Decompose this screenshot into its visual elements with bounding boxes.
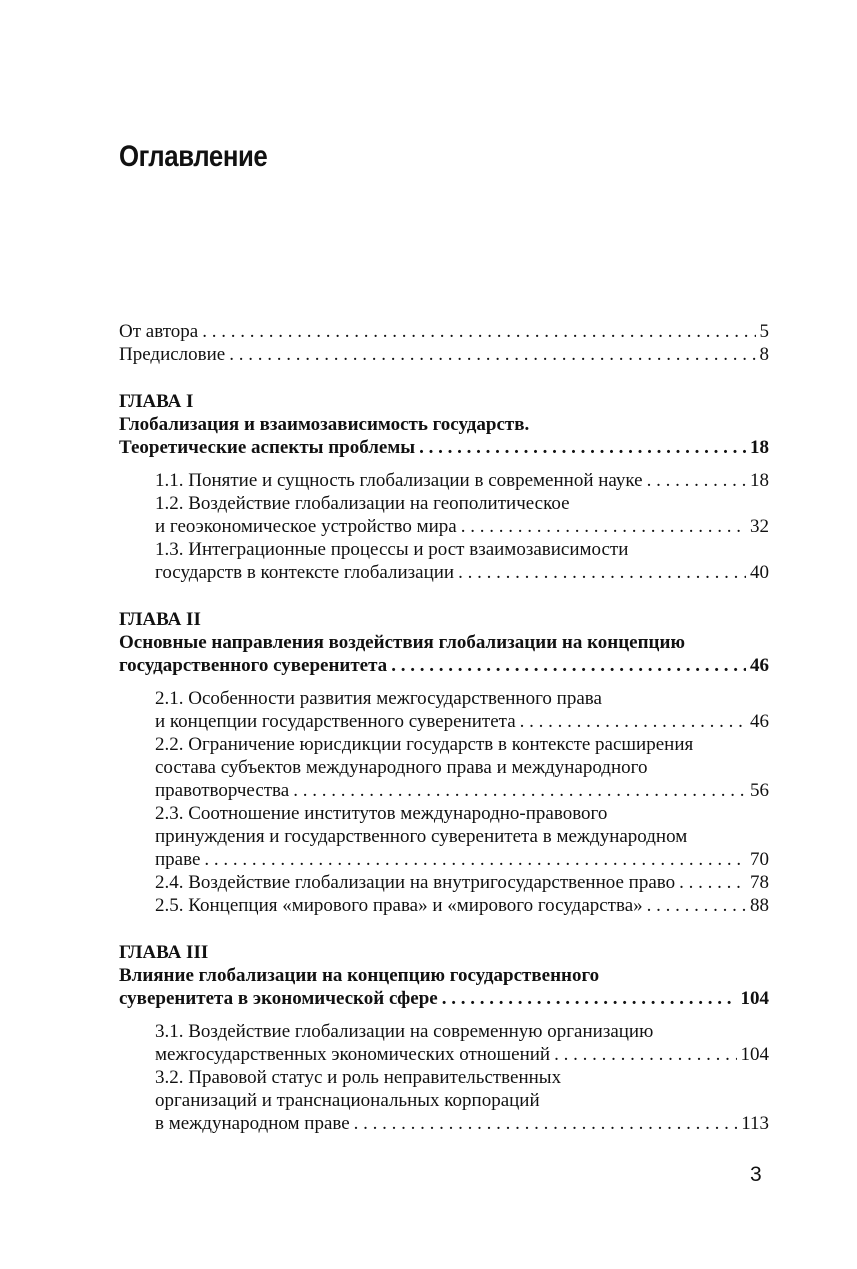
dot-leader — [679, 871, 746, 894]
section-text[interactable]: 2.1. Особенности развития межгосударственного права — [155, 688, 602, 709]
dot-leader — [202, 320, 755, 343]
section-text: и концепции государственного суверенитета — [155, 711, 516, 732]
section-entry[interactable] — [155, 871, 769, 894]
section-text: 1.1. Понятие и сущность глобализации в современной науке — [155, 470, 643, 491]
dot-leader — [461, 515, 746, 538]
chapter-title-line[interactable]: Влияние глобализации на концепцию государственного — [119, 965, 600, 986]
toc-entry-text: От автора — [119, 321, 199, 342]
section-text[interactable]: принуждения и государственного суверенитета в международном — [155, 826, 688, 847]
toc-page: 113 — [741, 1113, 769, 1134]
dot-leader — [204, 848, 746, 871]
toc-page: 32 — [750, 516, 769, 537]
toc-page: 104 — [740, 1044, 769, 1065]
section-entry[interactable] — [155, 710, 769, 733]
section-text: 2.4. Воздействие глобализации на внутригосударственное право — [155, 872, 676, 893]
dot-leader — [229, 343, 755, 366]
page-number: 3 — [750, 1163, 762, 1186]
section-entry[interactable] — [155, 779, 769, 802]
toc-page: 40 — [750, 562, 769, 583]
toc-page: 78 — [750, 872, 769, 893]
section-text: в международном праве — [155, 1113, 350, 1134]
chapter-title-line[interactable]: Основные направления воздействия глобализации на концепцию — [119, 632, 685, 653]
section-entry[interactable] — [155, 1112, 769, 1135]
chapter-label: ГЛАВА I — [119, 391, 194, 412]
section-entry[interactable] — [155, 515, 769, 538]
section-text[interactable]: 1.2. Воздействие глобализации на геополитическое — [155, 493, 570, 514]
toc-page: 56 — [750, 780, 769, 801]
dot-leader — [293, 779, 746, 802]
dot-leader — [554, 1043, 736, 1066]
toc-page: 46 — [750, 711, 769, 732]
section-text: межгосударственных экономических отношений — [155, 1044, 551, 1065]
section-entry[interactable] — [155, 469, 769, 492]
toc-page: 46 — [750, 655, 769, 676]
chapter-title-line: государственного суверенитета — [119, 655, 388, 676]
toc-page: 18 — [750, 470, 769, 491]
dot-leader — [520, 710, 746, 733]
section-entry[interactable] — [155, 848, 769, 871]
section-text[interactable]: 3.1. Воздействие глобализации на современную организацию — [155, 1021, 654, 1042]
dot-leader — [647, 469, 746, 492]
section-text: 2.5. Концепция «мирового права» и «мирового государства» — [155, 895, 643, 916]
page-title: Оглавление — [119, 140, 268, 173]
section-text[interactable]: организаций и транснациональных корпораций — [155, 1090, 540, 1111]
section-text[interactable]: 2.3. Соотношение институтов международно-правового — [155, 803, 608, 824]
chapter-label: ГЛАВА III — [119, 942, 209, 963]
toc-page: 8 — [759, 344, 769, 365]
chapter-title-line: Теоретические аспекты проблемы — [119, 437, 416, 458]
table-of-contents — [119, 320, 769, 1135]
toc-page: 18 — [750, 437, 769, 458]
section-entry[interactable] — [155, 1043, 769, 1066]
chapter-title-line: суверенитета в экономической сфере — [119, 988, 438, 1009]
chapter-title-line[interactable]: Глобализация и взаимозависимость государств. — [119, 414, 530, 435]
toc-page: 70 — [750, 849, 769, 870]
section-text: правотворчества — [155, 780, 290, 801]
section-text[interactable]: состава субъектов международного права и международного — [155, 757, 648, 778]
dot-leader — [647, 894, 746, 917]
chapter-entry[interactable] — [119, 654, 769, 677]
section-text[interactable]: 2.2. Ограничение юрисдикции государств в контексте расширения — [155, 734, 694, 755]
section-text: праве — [155, 849, 201, 870]
toc-page: 104 — [740, 988, 769, 1009]
dot-leader — [458, 561, 746, 584]
chapter-entry[interactable] — [119, 436, 769, 459]
toc-entry[interactable] — [119, 320, 769, 343]
section-text: государств в контексте глобализации — [155, 562, 455, 583]
toc-page: 88 — [750, 895, 769, 916]
section-entry[interactable] — [155, 894, 769, 917]
section-text[interactable]: 1.3. Интеграционные процессы и рост взаимозависимости — [155, 539, 629, 560]
section-entry[interactable] — [155, 561, 769, 584]
dot-leader — [391, 654, 746, 677]
toc-entry[interactable] — [119, 343, 769, 366]
toc-page: 5 — [759, 321, 769, 342]
dot-leader — [442, 987, 737, 1010]
section-text[interactable]: 3.2. Правовой статус и роль неправительственных — [155, 1067, 562, 1088]
chapter-label: ГЛАВА II — [119, 609, 201, 630]
dot-leader — [354, 1112, 738, 1135]
dot-leader — [419, 436, 746, 459]
section-text: и геоэкономическое устройство мира — [155, 516, 457, 537]
chapter-entry[interactable] — [119, 987, 769, 1010]
toc-entry-text: Предисловие — [119, 344, 226, 365]
